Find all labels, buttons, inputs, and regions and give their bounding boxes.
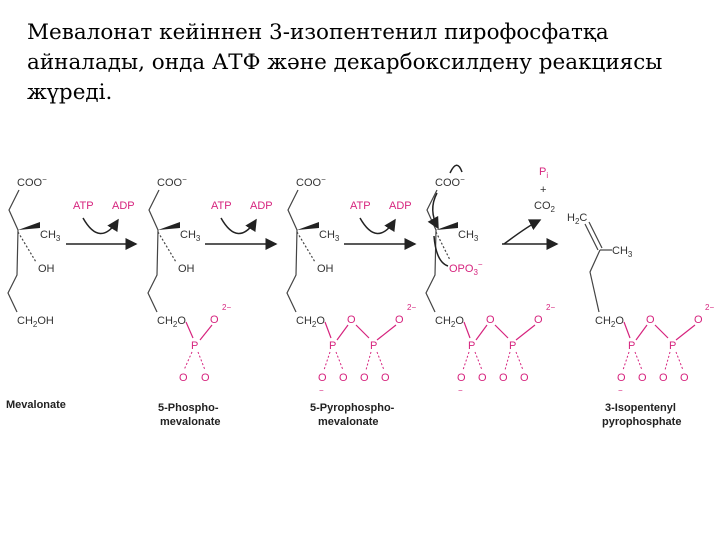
atp-label: ATP: [73, 200, 94, 212]
phosphate-chain-bonds: [624, 322, 695, 340]
oxygen-label: O: [360, 372, 369, 384]
ch3-label: $CH_3$: [180, 229, 201, 243]
reaction-step-1: [66, 200, 136, 244]
pi-label: $P_i$: [539, 166, 549, 180]
carbon-chain: [426, 190, 437, 312]
phosphorus-label: P: [509, 340, 517, 352]
oxygen-label: O: [659, 372, 668, 384]
ch2o-label: $CH_2O$: [595, 315, 624, 329]
hash-bond: [297, 232, 315, 262]
reaction-step-4: [502, 166, 557, 244]
title-line-3: жүреді.: [27, 80, 113, 105]
hash-bond: [18, 232, 36, 262]
curved-arrow: [360, 218, 395, 234]
compound-name-line-2: mevalonate: [318, 416, 379, 428]
title-line-1: Мевалонат кейіннен 3-изопентенил пирофосфатқа: [27, 20, 609, 45]
ch2o-label: $CH_2O$: [296, 315, 325, 329]
compound-name-line-1: 5-Pyrophospho-: [310, 402, 395, 414]
compound-name-line-2: mevalonate: [160, 416, 221, 428]
carbon-chain: [590, 250, 600, 312]
mevalonate-structure: [6, 175, 66, 411]
oxygen-label: O: [478, 372, 487, 384]
oh-label: OH: [38, 263, 55, 275]
reaction-step-3: [344, 200, 415, 244]
oxygen-label: O: [210, 314, 219, 326]
ch2o-label: $CH_2O$: [435, 315, 464, 329]
oxygen-label: O: [179, 372, 188, 384]
charge-label: −: [319, 386, 324, 395]
double-bond: [585, 222, 602, 250]
charge-label: 2−: [705, 303, 715, 312]
compound-name-mevalonate: Mevalonate: [6, 399, 66, 411]
oxygen-label: O: [646, 314, 655, 326]
curved-arrow: [83, 218, 118, 234]
charge-label: −: [618, 386, 623, 395]
charge-label: −: [458, 386, 463, 395]
oxygen-label: O: [318, 372, 327, 384]
pyrophosphomevalonate-structure: [287, 175, 416, 428]
ch3-label: $CH_3$: [458, 229, 479, 243]
carbon-chain: [287, 190, 298, 312]
phosphate-chain-bonds: [464, 322, 535, 340]
atp-label: ATP: [211, 200, 232, 212]
p-o-dashed-bonds: [324, 352, 384, 370]
charge-label: 2−: [222, 303, 232, 312]
phosphorus-label: P: [370, 340, 378, 352]
phosphate-group-label: $OPO_3^-$: [449, 260, 483, 277]
coo-label: COO−: [296, 175, 326, 189]
ch2o-label: $CH_2O$: [157, 315, 186, 329]
p-o-dashed-bonds: [623, 352, 683, 370]
curved-arrow: [221, 218, 256, 234]
oxygen-label: O: [339, 372, 348, 384]
hash-bond: [158, 232, 176, 262]
ch3-label: $CH_3$: [40, 229, 61, 243]
o-p-bond: [186, 322, 193, 338]
phosphate-chain-bonds: [325, 322, 396, 340]
phosphorus-label: P: [329, 340, 337, 352]
oxygen-label: O: [680, 372, 689, 384]
ch3-label: $CH_3$: [319, 229, 340, 243]
charge-label: 2−: [407, 303, 417, 312]
oxygen-label: O: [499, 372, 508, 384]
compound-name-line-1: 3-Isopentenyl: [605, 402, 676, 414]
adp-label: ADP: [112, 200, 135, 212]
carbon-chain: [148, 190, 159, 312]
plus-label: +: [540, 184, 547, 196]
oxygen-label: O: [201, 372, 210, 384]
oxygen-label: O: [638, 372, 647, 384]
adp-label: ADP: [250, 200, 273, 212]
oxygen-label: O: [534, 314, 543, 326]
oh-label: OH: [317, 263, 334, 275]
wedge-bond: [297, 222, 319, 230]
co2-label: $CO_2$: [534, 200, 555, 214]
wedge-bond: [158, 222, 180, 230]
coo-label: COO−: [17, 175, 47, 189]
phosphorus-label: P: [191, 340, 199, 352]
wedge-bond: [436, 222, 458, 230]
oxygen-label: O: [520, 372, 529, 384]
reaction-step-2: [205, 200, 276, 244]
curved-arrow: [504, 220, 540, 244]
phosphomevalonate-structure: [148, 175, 231, 428]
coo-label: COO−: [435, 175, 465, 189]
ch3-label: $CH_3$: [612, 245, 633, 259]
oxygen-label: O: [486, 314, 495, 326]
p-o-bond: [200, 325, 212, 340]
oxygen-label: O: [617, 372, 626, 384]
charge-label: 2−: [546, 303, 556, 312]
carbon-chain: [8, 190, 19, 312]
oxygen-label: O: [694, 314, 703, 326]
oxygen-label: O: [381, 372, 390, 384]
coo-label: COO−: [157, 175, 187, 189]
phosphorus-label: P: [669, 340, 677, 352]
p-o-dashed-bonds: [463, 352, 523, 370]
oxygen-label: O: [395, 314, 404, 326]
oxygen-label: O: [457, 372, 466, 384]
isopentenyl-pyrophosphate-structure: [567, 212, 714, 428]
adp-label: ADP: [389, 200, 412, 212]
title-line-2: айналады, онда АТФ және декарбоксилдену реакциясы: [27, 50, 663, 75]
phosphorus-label: P: [468, 340, 476, 352]
compound-name-line-2: pyrophosphate: [602, 416, 682, 428]
oh-label: OH: [178, 263, 195, 275]
compound-name-line-1: 5-Phospho-: [158, 402, 219, 414]
h2c-label: $H_2C$: [567, 212, 588, 226]
wedge-bond: [18, 222, 40, 230]
electron-push-arrow: [450, 165, 462, 173]
ch2oh-label: $CH_2OH$: [17, 315, 54, 329]
phosphorus-label: P: [628, 340, 636, 352]
p-o-dashed-bonds: [184, 352, 205, 370]
atp-label: ATP: [350, 200, 371, 212]
oxygen-label: O: [347, 314, 356, 326]
